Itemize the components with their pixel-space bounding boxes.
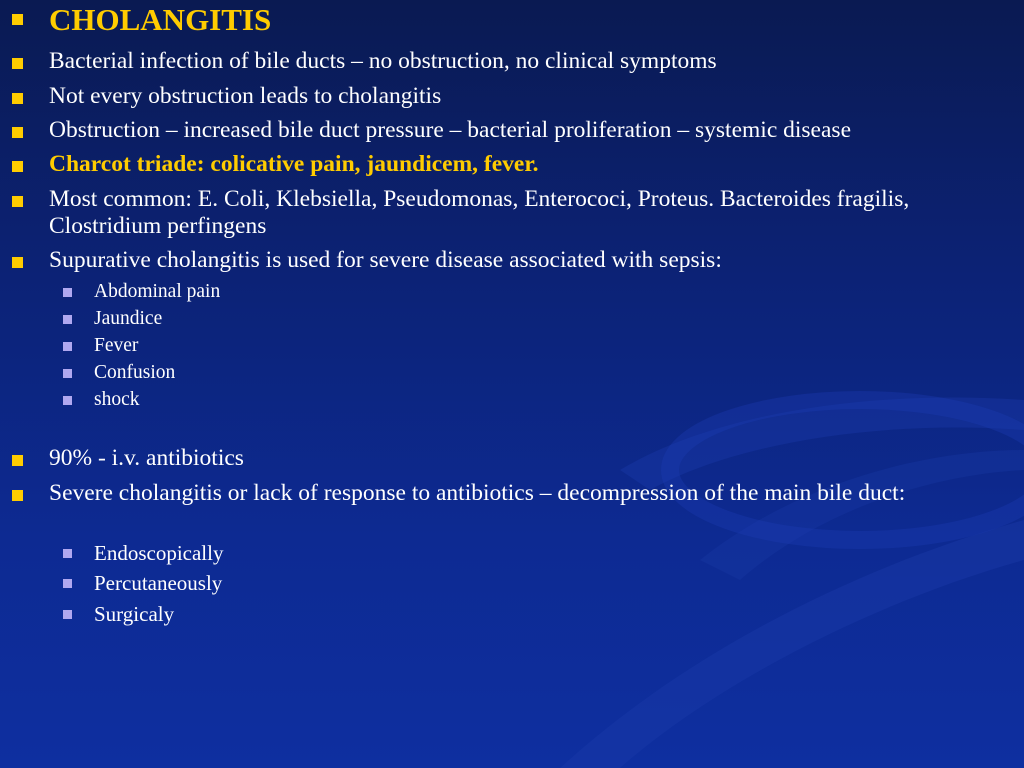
square-sub-bullet-icon	[63, 549, 72, 558]
square-bullet-icon	[12, 93, 23, 104]
square-bullet-icon	[12, 161, 23, 172]
bullet-text: Not every obstruction leads to cholangitis	[49, 83, 442, 109]
slide-title: CHOLANGITIS	[49, 2, 272, 37]
square-bullet-icon	[12, 196, 23, 207]
square-sub-bullet-icon	[63, 396, 72, 405]
square-sub-bullet-icon	[63, 369, 72, 378]
charcot-triad-text: Charcot triade: colicative pain, jaundicem, fever.	[49, 151, 539, 177]
square-bullet-icon	[12, 455, 23, 466]
bullet-text: 90% - i.v. antibiotics	[49, 445, 244, 471]
square-bullet-icon	[12, 490, 23, 501]
sub-bullet-text: Confusion	[94, 362, 176, 383]
bullet-text: Supurative cholangitis is used for severe disease associated with sepsis:	[49, 247, 722, 273]
bullet-text: Most common: E. Coli, Klebsiella, Pseudomonas, Enterococi, Proteus. Bacteroides fragilis, Clostridium perfingens	[49, 186, 910, 239]
square-bullet-icon	[12, 14, 23, 25]
square-sub-bullet-icon	[63, 579, 72, 588]
bullet-text: Obstruction – increased bile duct pressure – bacterial proliferation – systemic disease	[49, 117, 851, 143]
square-bullet-icon	[12, 127, 23, 138]
square-sub-bullet-icon	[63, 315, 72, 324]
sub-bullet-text: Fever	[94, 335, 139, 356]
square-sub-bullet-icon	[63, 342, 72, 351]
bullet-text: Severe cholangitis or lack of response to antibiotics – decompression of the main bile duct:	[49, 480, 906, 506]
sub-bullet-text: Abdominal pain	[94, 281, 221, 302]
slide-title-item	[0, 0, 1024, 40]
square-bullet-icon	[12, 58, 23, 69]
sub-bullet-text: Endoscopically	[94, 541, 224, 565]
square-bullet-icon	[12, 257, 23, 268]
sub-bullet-text: Jaundice	[94, 308, 163, 329]
square-sub-bullet-icon	[63, 610, 72, 619]
sub-bullet-text: Percutaneously	[94, 571, 223, 595]
bullet-text: Bacterial infection of bile ducts – no obstruction, no clinical symptoms	[49, 48, 717, 74]
sub-bullet-text: Surgicaly	[94, 602, 175, 626]
sub-bullet-text: shock	[94, 389, 140, 410]
square-sub-bullet-icon	[63, 288, 72, 297]
